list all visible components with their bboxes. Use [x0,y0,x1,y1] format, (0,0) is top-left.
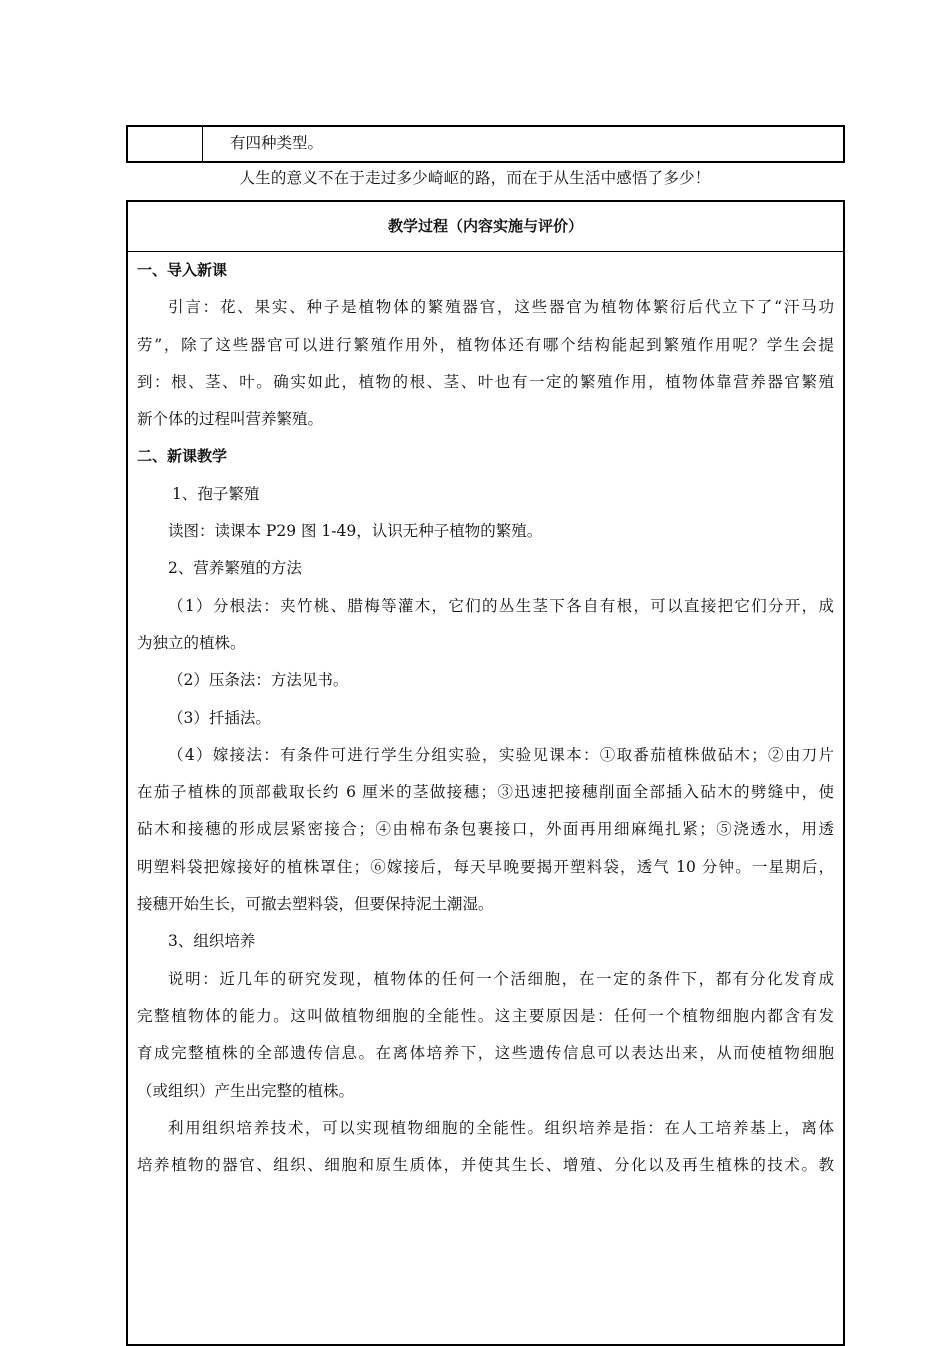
paragraph-line: 接穗开始生长，可撤去塑料袋，但要保持泥土潮湿。 [137,895,494,914]
section-heading: 一、导入新课 [137,261,228,279]
paragraph-line: 在茄子植株的顶部截取长约 6 厘米的茎做接穗；③迅速把接穗削面全部插入砧木的劈缝中，使 [137,783,834,802]
paragraph-line: 到：根、茎、叶。确实如此，植物的根、茎、叶也有一定的繁殖作用，植物体靠营养器官繁殖 [137,372,834,391]
section-heading: 二、新课教学 [137,447,228,466]
paragraph-line: （4）嫁接法：有条件可进行学生分组实验，实验见课本：①取番茄植株做砧木；②由刀片 [168,745,834,764]
paragraph-line: （2）压条法：方法见书。 [168,671,349,690]
paragraph-line: 育成完整植株的全部遗传信息。在离体培养下，这些遗传信息可以表达出来，从而使植物细胞 [137,1044,834,1063]
subheading: 3、组织培养 [168,932,256,951]
paragraph-line: 劳”，除了这些器官可以进行繁殖作用外，植物体还有哪个结构能起到繁殖作用呢？学生会提 [137,335,834,354]
paragraph-line: 新个体的过程叫营养繁殖。 [137,410,324,429]
teaching-process-table [126,200,845,1346]
paragraph-line: 完整植物体的能力。这叫做植物细胞的全能性。这主要原因是：任何一个植物细胞内都含有发 [137,1006,834,1025]
previous-table-fragment [126,125,845,163]
subheading: 2、营养繁殖的方法 [168,559,302,578]
paragraph-line: 明塑料袋把嫁接好的植株罩住；⑥嫁接后，每天早晚要揭开塑料袋，透气 10 分钟。一星期后， [137,857,834,876]
paragraph-line: 读图：读课本 P29 图 1-49，认识无种子植物的繁殖。 [168,522,543,541]
subheading: 1、孢子繁殖 [172,484,260,503]
table-header: 教学过程（内容实施与评价） [128,202,843,252]
table-cell-empty [128,127,203,161]
paragraph-line: （1）分根法：夹竹桃、腊梅等灌木，它们的丛生茎下各自有根，可以直接把它们分开，成 [168,596,834,615]
paragraph-line: （3）扦插法。 [168,708,271,727]
motto-line: 人生的意义不在于走过多少崎岖的路，而在于从生活中感悟了多少！ [239,169,711,187]
paragraph-line: 说明：近几年的研究发现，植物体的任何一个活细胞，在一定的条件下，都有分化发育成 [168,969,834,988]
paragraph-line: 利用组织培养技术，可以实现植物细胞的全能性。组织培养是指：在人工培养基上，离体 [168,1118,834,1137]
paragraph-line: 引言：花、果实、种子是植物体的繁殖器官，这些器官为植物体繁衍后代立下了“汗马功 [168,298,834,317]
paragraph-line: （或组织）产生出完整的植株。 [137,1081,355,1100]
paragraph-line: 砧木和接穗的形成层紧密接合；④由棉布条包裹接口，外面再用细麻绳扎紧；⑤浇透水，用透 [137,820,834,839]
paragraph-line: 为独立的植株。 [137,633,246,652]
table-cell-text: 有四种类型。 [230,134,324,152]
paragraph-line: 培养植物的器官、组织、细胞和原生质体，并使其生长、增殖、分化以及再生植株的技术。教 [137,1156,834,1175]
table-content [128,252,843,1184]
